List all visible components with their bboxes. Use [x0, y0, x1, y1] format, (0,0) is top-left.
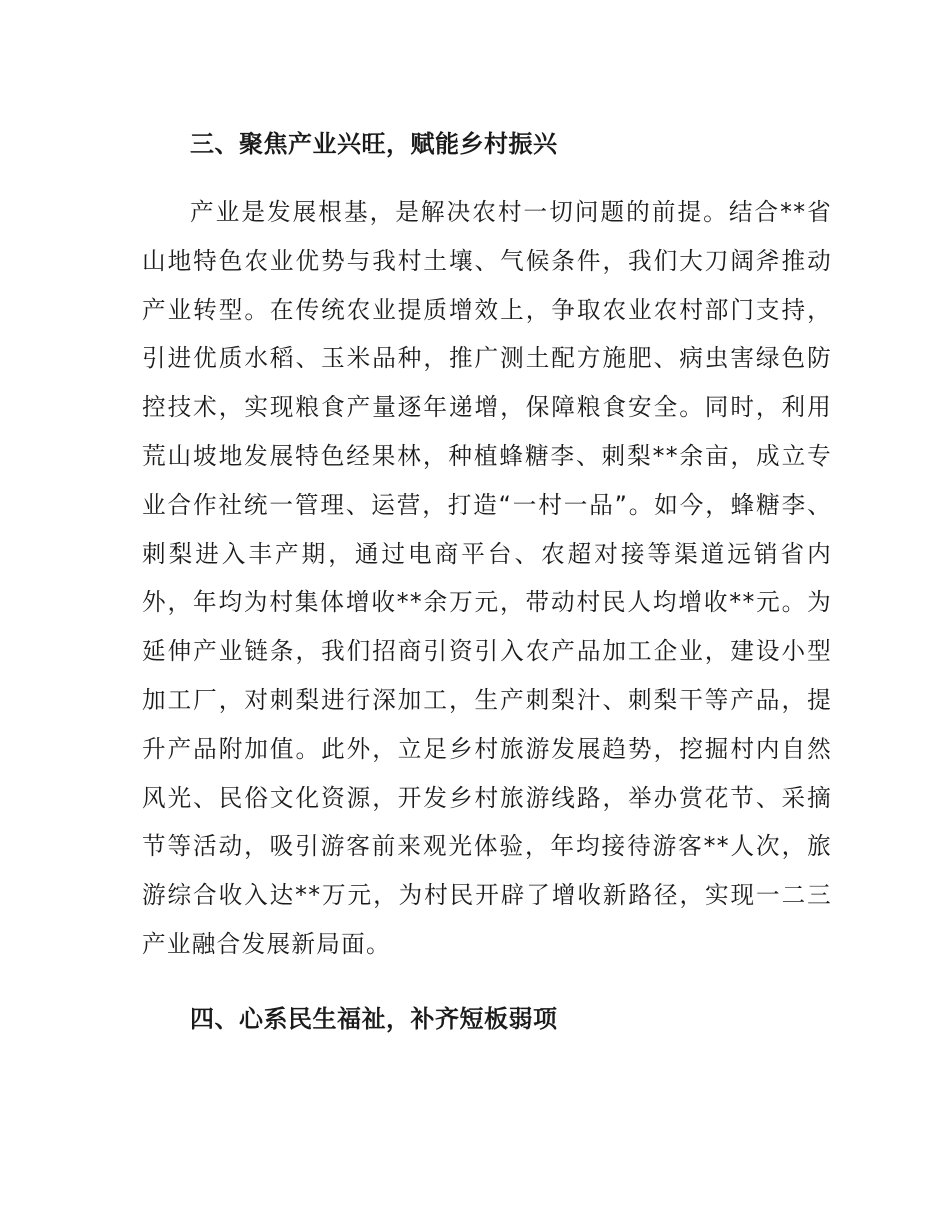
section-heading-industry: 三、聚焦产业兴旺，赋能乡村振兴 [190, 130, 558, 158]
section-heading-livelihood: 四、心系民生福祉，补齐短板弱项 [190, 1005, 558, 1033]
section-paragraph-industry: 产业是发展根基，是解决农村一切问题的前提。结合**省山地特色农业优势与我村土壤、气候条件，我们大刀阔斧推动产业转型。在传统农业提质增效上，争取农业农村部门支持，引进优质水稻、玉米品种，推广测土配方施肥、病虫害绿色防控技术，实现粮食产量逐年递增，保障粮食安全。同时，利用荒山坡地发展特色经果林，种植蜂糖李、刺梨**余亩，成立专业合作社统一管理、运营，打造“一村一品”。如今，蜂糖李、刺梨进入丰产期，通过电商平台、农超对接等渠道远销省内外，年均为村集体增收**余万元，带动村民人均增收**元。为延伸产业链条，我们招商引资引入农产品加工企业，建设小型加工厂，对刺梨进行深加工，生产刺梨汁、刺梨干等产品，提升产品附加值。此外，立足乡村旅游发展趋势，挖掘村内自然风光、民俗文化资源，开发乡村旅游线路，举办赏花节、采摘节等活动，吸引游客前来观光体验，年均接待游客**人次，旅游综合收入达**万元，为村民开辟了增收新路径，实现一二三产业融合发展新局面。 [142, 198, 832, 958]
